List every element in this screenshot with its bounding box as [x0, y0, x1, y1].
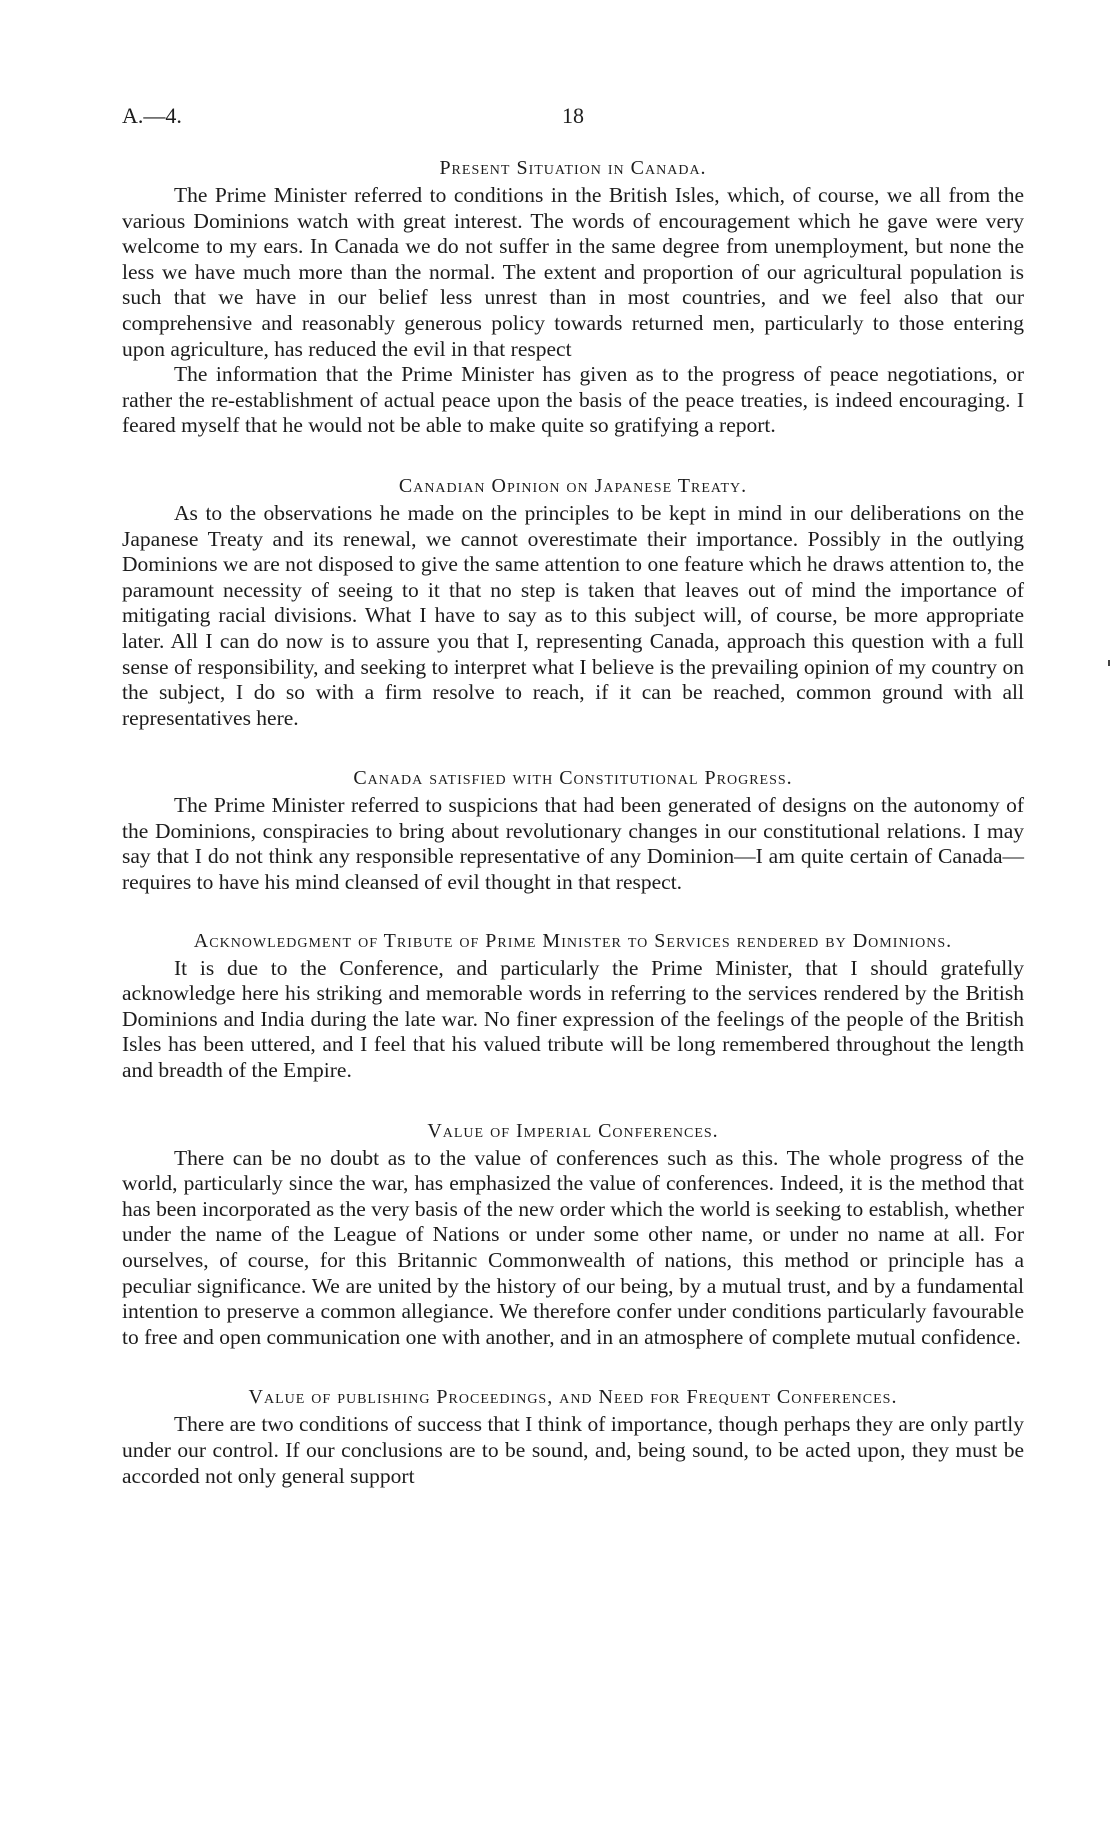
paragraph: As to the observations he made on the principles to be kept in mind in our deliberations on the Japanese Treaty and its renewal, we cannot overestimate their importance. Possibly in the outlying Dominions we are not disposed to give the same attention to one feature which he draws attention to, the paramount necessity of seeing to it that no step is taken that leaves out of mind the importance of mitigating racial divisions. What I have to say as to this subject will, of course, be more appropriate later. All I can do now is to assure you that I, representing Canada, approach this question with a full sense of responsibility, and seeking to interpret what I believe is the prevailing opinion of my country on the subject, I do so with a firm resolve to reach, if it can be reached, common ground with all representatives here.	[122, 500, 1024, 730]
page-number: 18	[562, 103, 584, 128]
paragraph: The Prime Minister referred to conditions in the British Isles, which, of course, we all from the various Dominions watch with great interest. The words of encouragement which he gave were very welcome to my ears. In Canada we do not suffer in the same degree from unemployment, but none the less we have much more than the normal. The extent and proportion of our agricultural population is such that we have in our belief less unrest than in most countries, and we feel also that our comprehensive and reasonably generous policy towards returned men, particularly to those entering upon agriculture, has reduced the evil in that respect	[122, 183, 1024, 361]
section-heading: Canadian Opinion on Japanese Treaty.	[398, 474, 748, 497]
document-reference: A.—4.	[122, 103, 182, 128]
scan-mark	[1108, 660, 1110, 666]
paragraph: There are two conditions of success that I think of importance, though perhaps they are only partly under our control. If our conclusions are to be sound, and, being sound, to be acted upon, they must be accorded not only general support	[122, 1412, 1024, 1488]
section-heading: Canada satisfied with Constitutional Progress.	[353, 767, 793, 790]
section-heading: Present Situation in Canada.	[439, 157, 707, 179]
section-heading: Value of Imperial Conferences.	[427, 1119, 719, 1142]
page-body	[122, 155, 1024, 1489]
paragraph: The information that the Prime Minister has given as to the progress of peace negotiations, or rather the re-establishment of actual peace upon the basis of the peace treaties, is indeed encouraging. I feared myself that he would not be able to make quite so gratifying a report.	[122, 362, 1024, 438]
section-heading: Value of publishing Proceedings, and Need for Frequent Conferences.	[248, 1386, 898, 1409]
paragraph: It is due to the Conference, and particularly the Prime Minister, that I should gratefully acknowledge here his striking and memorable words in referring to the services rendered by the British Dominions and India during the late war. No finer expression of the feelings of the people of the British Isles has been uttered, and I feel that his valued tribute will be long remembered throughout the length and breadth of the Empire.	[122, 955, 1024, 1083]
paragraph: There can be no doubt as to the value of conferences such as this. The whole progress of the world, particularly since the war, has emphasized the value of conferences. Indeed, it is the method that has been incorporated as the very basis of the new order which the world is seeking to establish, whether under the name of the League of Nations or under some other name, or under no name at all. For ourselves, of course, for this Britannic Commonwealth of nations, this method or principle has a peculiar significance. We are united by the history of our being, by a mutual trust, and by a fundamental intention to preserve a common allegiance. We therefore confer under conditions particularly favourable to free and open communication one with another, and in an atmosphere of complete mutual confidence.	[122, 1145, 1024, 1349]
page-header	[122, 103, 1024, 133]
paragraph: The Prime Minister referred to suspicions that had been generated of designs on the autonomy of the Dominions, conspiracies to bring about revolutionary changes in our constitutional relations. I may say that I do not think any responsible representative of any Dominion—I am quite certain of Canada—requires to have his mind cleansed of evil thought in that respect.	[122, 793, 1024, 895]
section-heading: Acknowledgment of Tribute of Prime Minister to Services rendered by Dominions.	[193, 929, 953, 952]
